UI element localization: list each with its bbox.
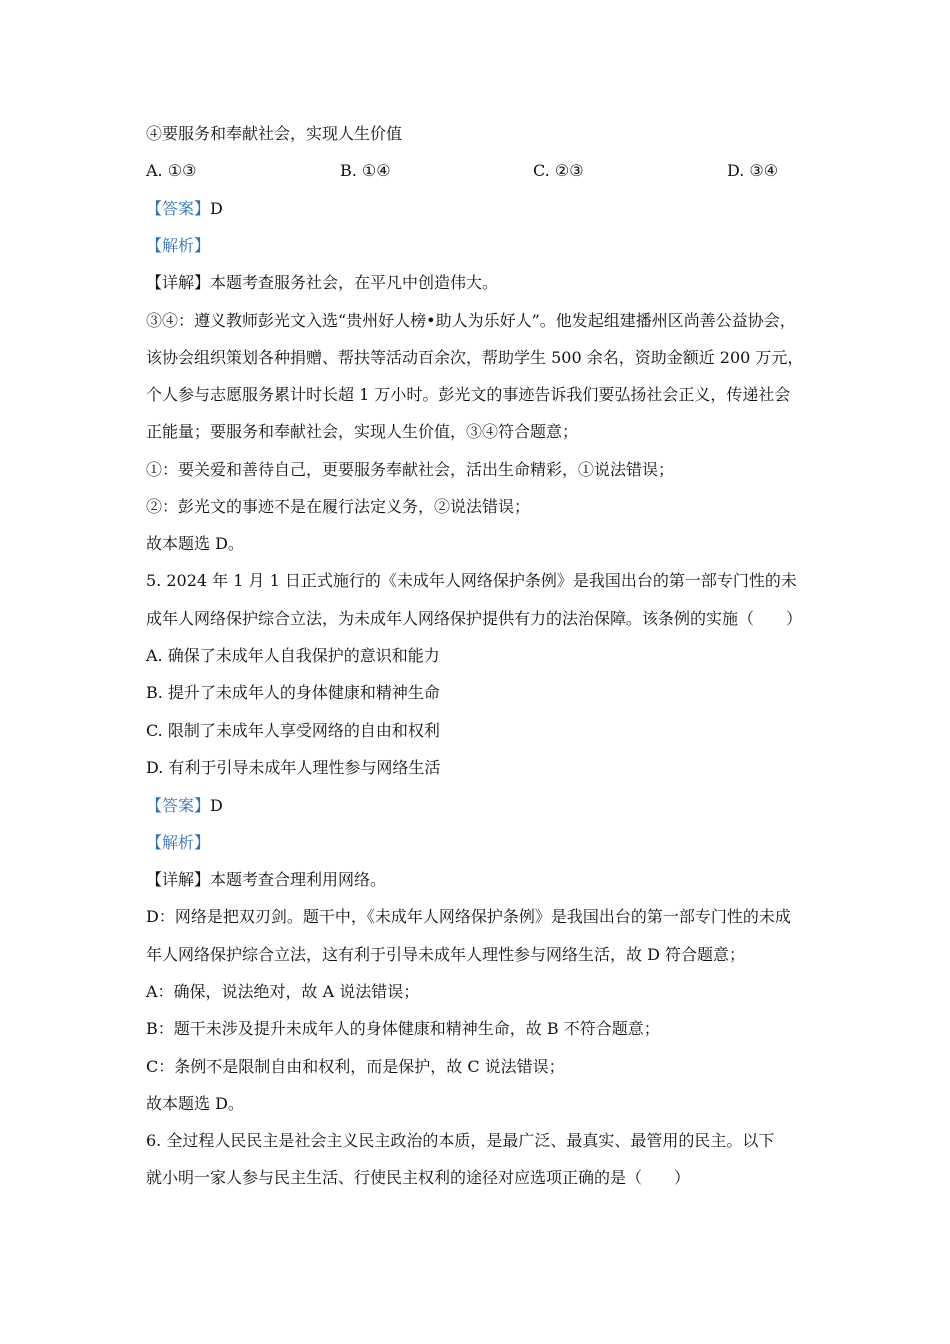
q4-option-a: A. ①③	[146, 161, 197, 180]
answer-value: D	[210, 199, 223, 218]
q5-analysis-line: A：确保，说法绝对，故 A 说法错误；	[146, 982, 420, 1001]
q4-answer	[146, 198, 223, 220]
q4-analysis-line: 个人参与志愿服务累计时长超 1 万小时。彭光文的事迹告诉我们要弘扬社会正义，传递社会	[146, 385, 791, 404]
q5-analysis-line: C：条例不是限制自由和权利，而是保护，故 C 说法错误；	[146, 1057, 565, 1076]
q4-analysis-line: ②：彭光文的事迹不是在履行法定义务，②说法错误；	[146, 497, 531, 516]
q4-analysis-line: 该协会组织策划各种捐赠、帮扶等活动百余次，帮助学生 500 余名，资助金额近 200 万元，	[146, 348, 804, 367]
q5-analysis-tag: 【解析】	[146, 833, 211, 852]
q5-stem-line: 5. 2024 年 1 月 1 日正式施行的《未成年人网络保护条例》是我国出台的第一部专门性的未	[146, 571, 797, 590]
answer-tag: 【答案】	[146, 796, 211, 815]
q5-conclusion: 故本题选 D。	[146, 1094, 244, 1113]
answer-value: D	[210, 796, 223, 815]
q5-analysis-line: D：网络是把双刃剑。题干中，《未成年人网络保护条例》是我国出台的第一部专门性的未成	[146, 907, 791, 926]
q4-analysis-line: 正能量；要服务和奉献社会，实现人生价值，③④符合题意；	[146, 422, 579, 441]
q5-option-c: C. 限制了未成年人享受网络的自由和权利	[146, 721, 440, 740]
q5-analysis-line: 年人网络保护综合立法，这有利于引导未成年人理性参与网络生活，故 D 符合题意；	[146, 945, 746, 964]
q6-stem-line: 6. 全过程人民民主是社会主义民主政治的本质，是最广泛、最真实、最管用的民主。以下	[146, 1131, 775, 1150]
answer-tag: 【答案】	[146, 199, 211, 218]
q4-option-d: D. ③④	[727, 161, 779, 180]
detail-text: 本题考查合理利用网络。	[210, 870, 387, 889]
q4-analysis-tag: 【解析】	[146, 236, 211, 255]
q5-stem-line: 成年人网络保护综合立法，为未成年人网络保护提供有力的法治保障。该条例的实施（ ）	[146, 609, 803, 628]
detail-tag: 【详解】	[146, 870, 211, 889]
q6-stem-line: 就小明一家人参与民主生活、行使民主权利的途径对应选项正确的是（ ）	[146, 1168, 691, 1187]
q5-answer	[146, 795, 223, 817]
q4-conclusion: 故本题选 D。	[146, 534, 244, 553]
q4-item-4: ④要服务和奉献社会，实现人生价值	[146, 124, 403, 143]
q4-analysis-line: ①：要关爱和善待自己，更要服务奉献社会，活出生命精彩，①说法错误；	[146, 460, 675, 479]
q4-option-b: B. ①④	[340, 161, 391, 180]
q4-option-c: C. ②③	[533, 161, 584, 180]
detail-text: 本题考查服务社会，在平凡中创造伟大。	[210, 273, 499, 292]
q5-analysis-line: B：题干未涉及提升未成年人的身体健康和精神生命，故 B 不符合题意；	[146, 1019, 660, 1038]
detail-tag: 【详解】	[146, 273, 211, 292]
q5-option-b: B. 提升了未成年人的身体健康和精神生命	[146, 683, 440, 702]
q5-option-d: D. 有利于引导未成年人理性参与网络生活	[146, 758, 441, 777]
q4-analysis-line: ③④：遵义教师彭光文入选“贵州好人榜•助人为乐好人”。他发起组建播州区尚善公益协会，	[146, 311, 796, 330]
q4-detail	[146, 272, 498, 294]
q5-detail	[146, 869, 386, 891]
q5-option-a: A. 确保了未成年人自我保护的意识和能力	[146, 646, 440, 665]
